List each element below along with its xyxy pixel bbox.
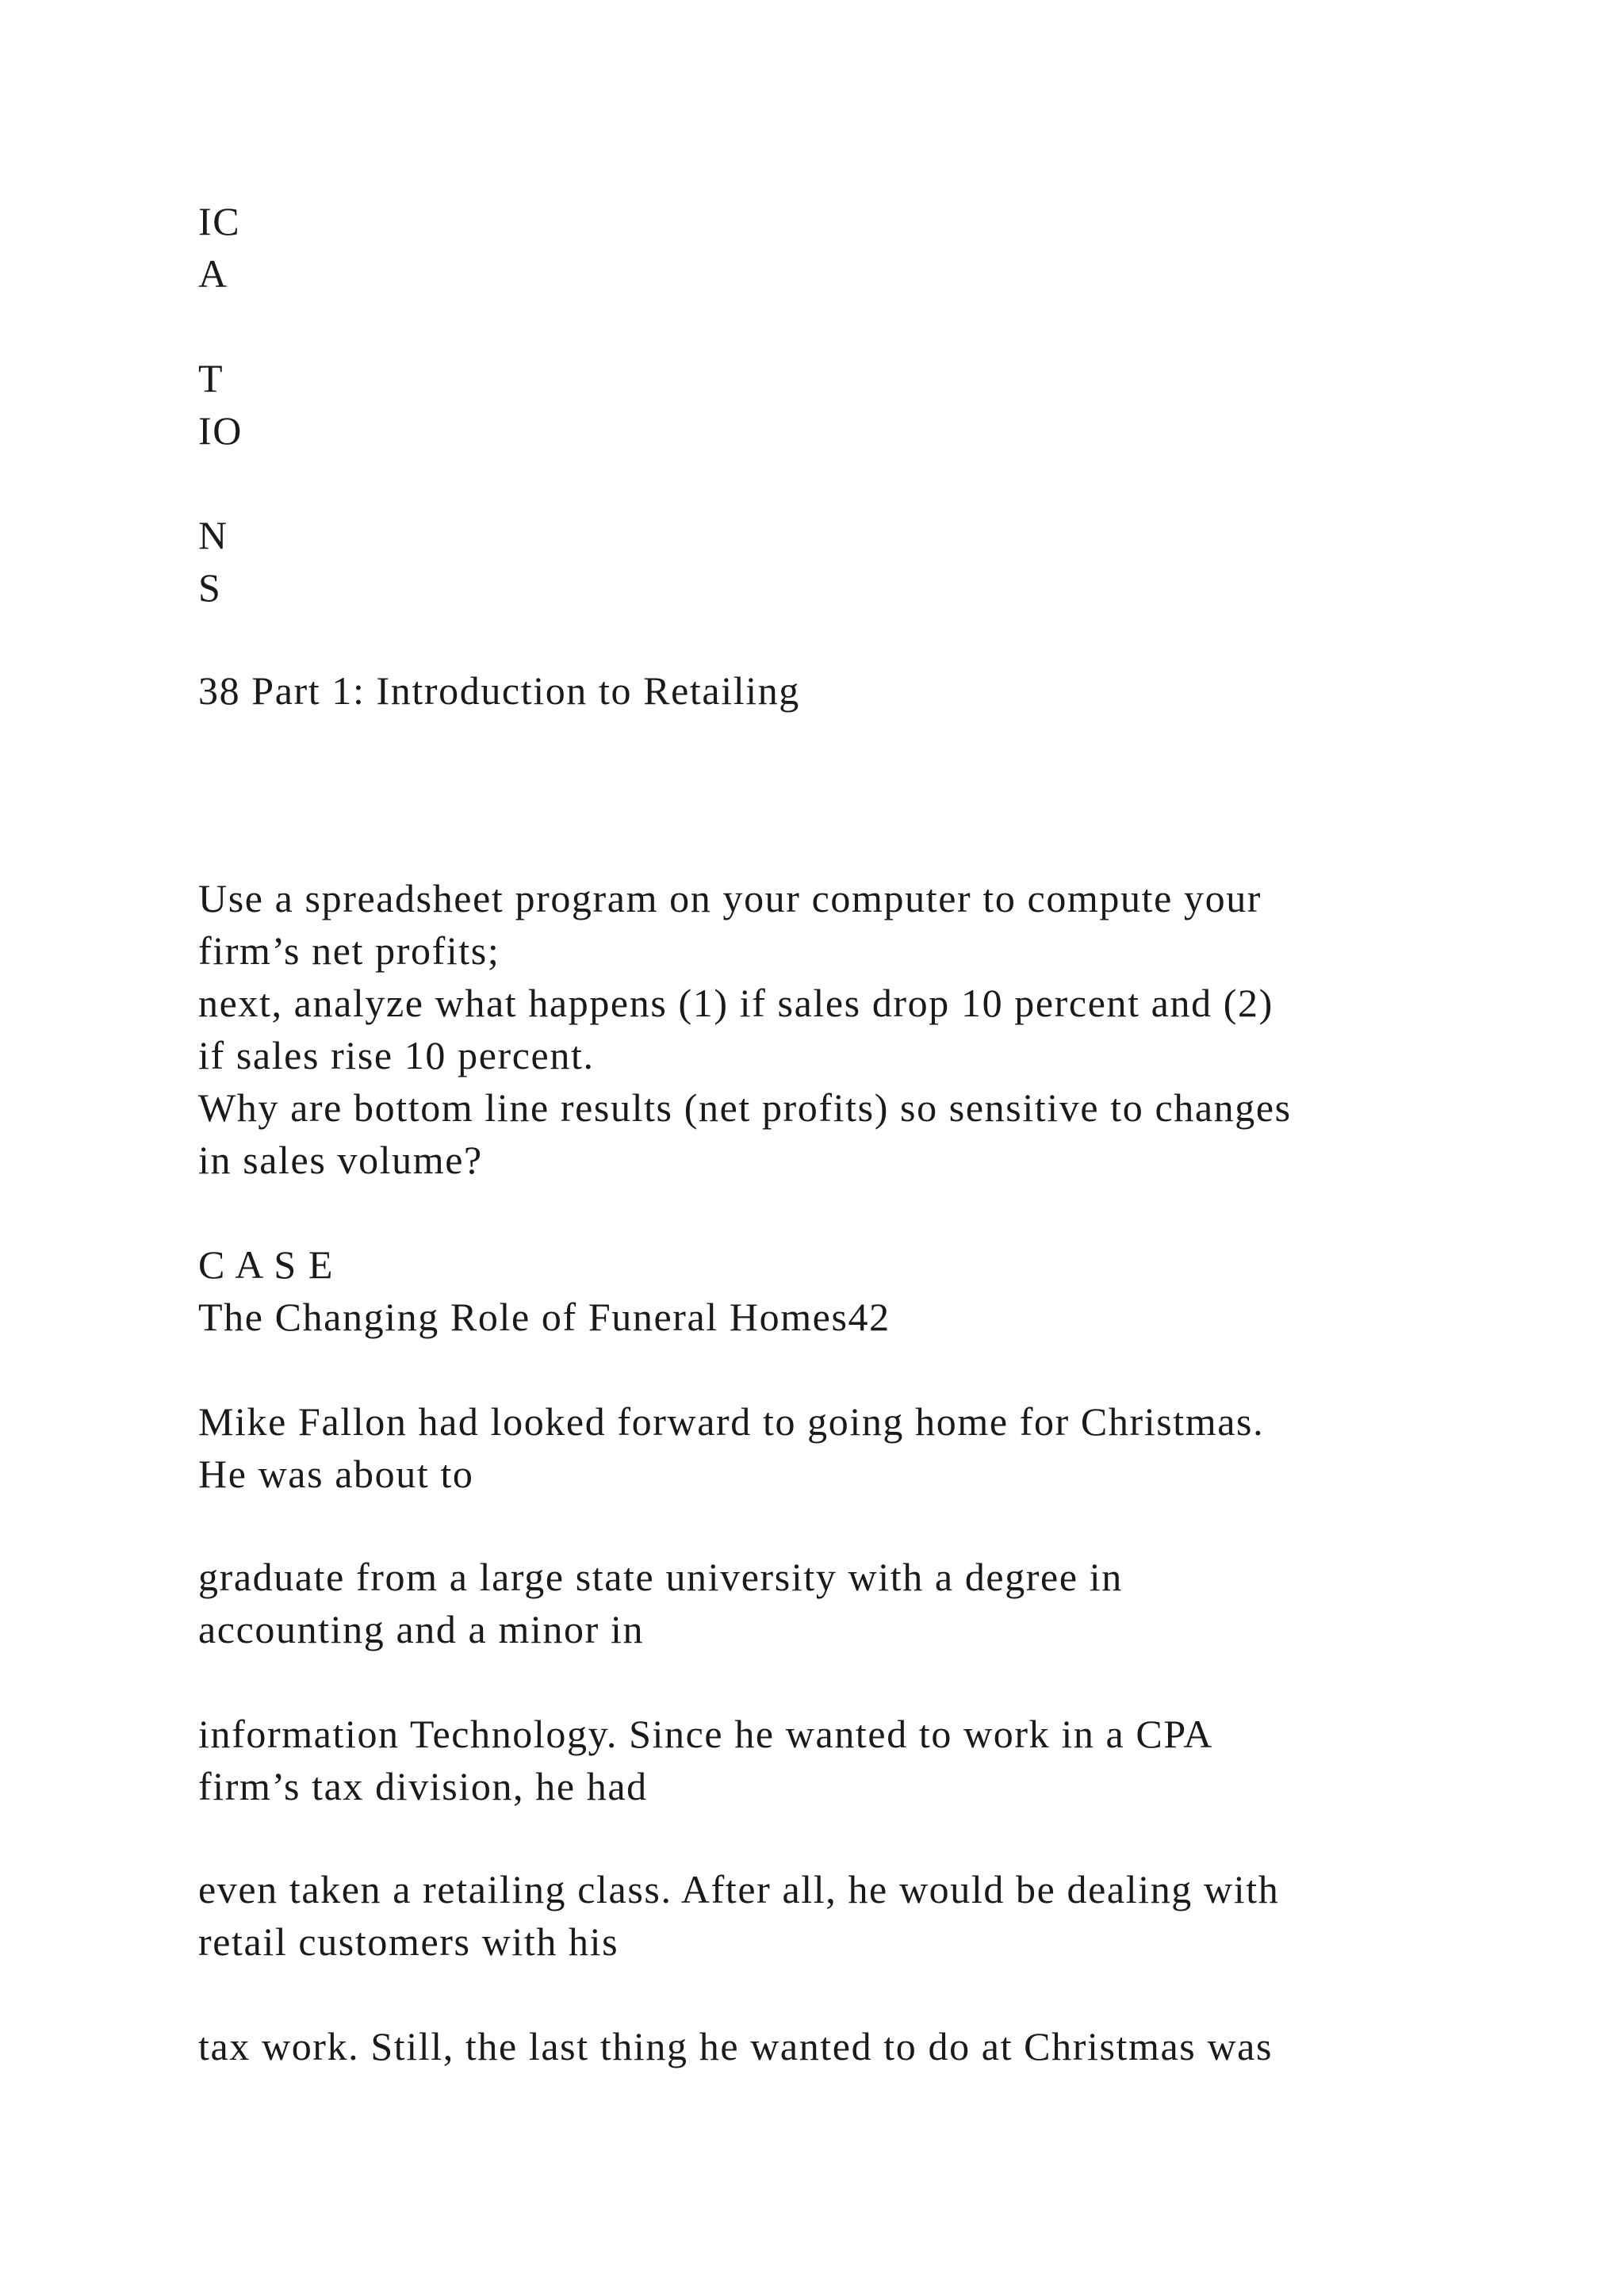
page-header: 38 Part 1: Introduction to Retailing [198, 668, 800, 713]
body-text-line: retail customers with his [198, 1919, 619, 1964]
case-label: C A S E [198, 1242, 334, 1287]
vertical-text-fragment: T [198, 356, 224, 400]
body-text-line: graduate from a large state university with a degree in [198, 1555, 1123, 1599]
vertical-text-fragment: IC [198, 199, 241, 243]
exercise-text-line: if sales rise 10 percent. [198, 1033, 595, 1077]
vertical-text-fragment: IO [198, 408, 243, 453]
vertical-text-fragment: N [198, 513, 228, 557]
body-text-line: even taken a retailing class. After all, he would be dealing with [198, 1867, 1280, 1911]
exercise-text-line: Use a spreadsheet program on your computer to compute your [198, 876, 1262, 920]
body-text-line: information Technology. Since he wanted to work in a CPA [198, 1712, 1213, 1756]
exercise-text-line: firm’s net profits; [198, 928, 500, 973]
exercise-text-line: next, analyze what happens (1) if sales drop 10 percent and (2) [198, 981, 1274, 1025]
body-text-line: accounting and a minor in [198, 1607, 645, 1651]
case-title: The Changing Role of Funeral Homes42 [198, 1295, 891, 1339]
vertical-text-fragment: S [198, 565, 222, 610]
body-text-line: Mike Fallon had looked forward to going home for Christmas. [198, 1399, 1265, 1444]
body-text-line: tax work. Still, the last thing he wanted to do at Christmas was [198, 2024, 1274, 2068]
vertical-text-fragment: A [198, 251, 228, 296]
exercise-text-line: in sales volume? [198, 1138, 483, 1182]
body-text-line: firm’s tax division, he had [198, 1764, 648, 1808]
exercise-text-line: Why are bottom line results (net profits) so sensitive to changes [198, 1085, 1292, 1130]
body-text-line: He was about to [198, 1452, 474, 1496]
